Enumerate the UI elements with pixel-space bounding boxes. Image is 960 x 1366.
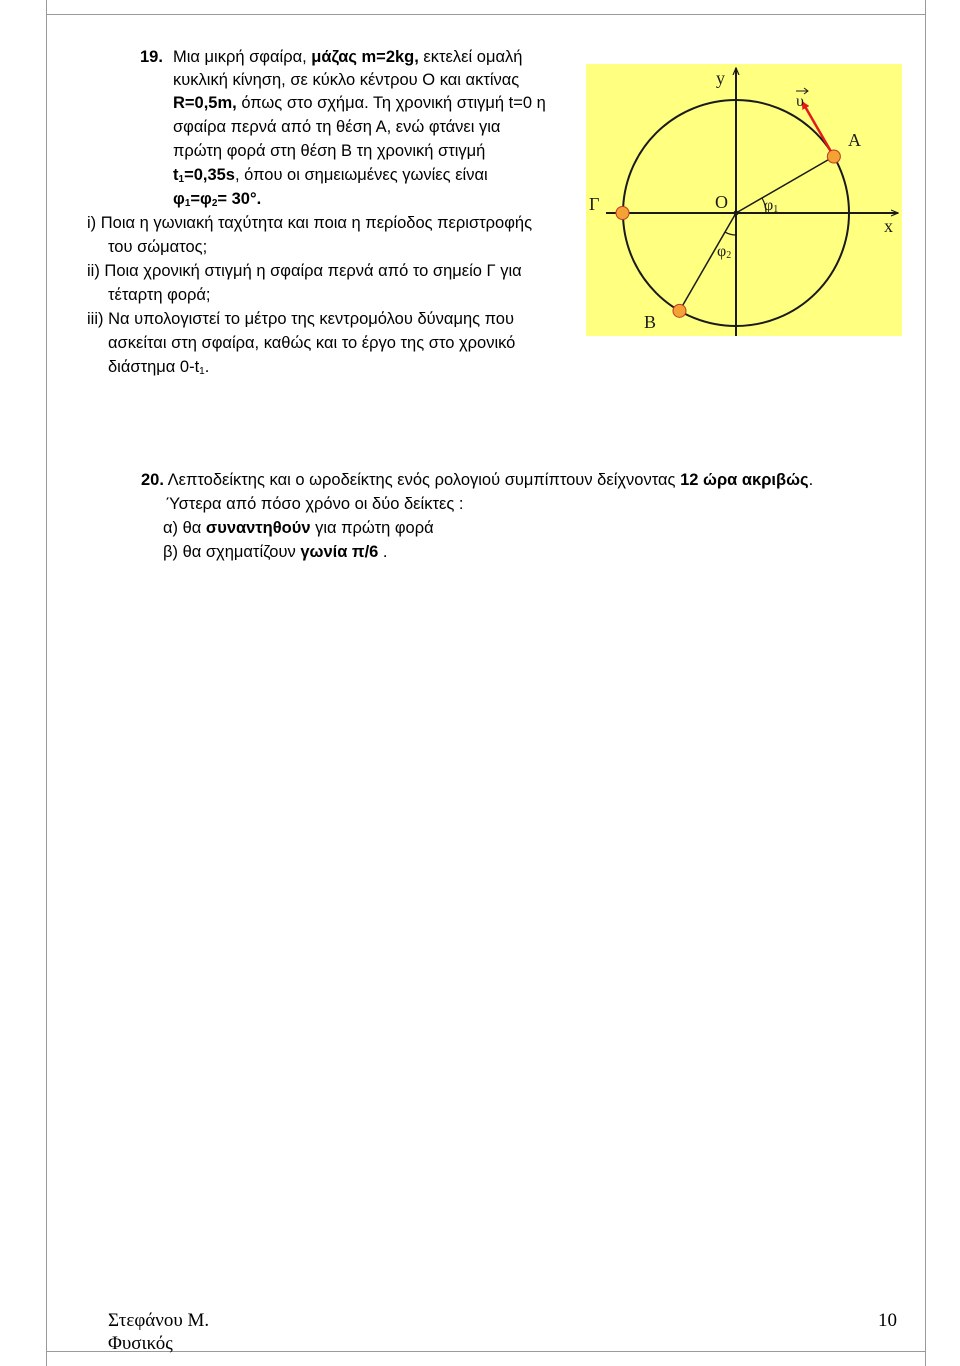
label-gamma: Γ	[589, 194, 600, 214]
problem-19-line-2: κυκλική κίνηση, σε κύκλο κέντρου Ο και ακτίνας	[173, 71, 520, 89]
question-iii-cont-2: διάστημα $0-t_1$.	[108, 358, 210, 377]
problem-20-line-2: Ύστερα από πόσο χρόνο οι δύο δείκτες :	[166, 495, 464, 513]
problem-20-part-a: α) θα συναντηθούν για πρώτη φορά	[163, 519, 434, 537]
problem-19-line-6: $t_1=0,35s$, όπου οι σημειωμένες γωνίες είναι	[173, 166, 488, 185]
problem-19-line-5: πρώτη φορά στη θέση Β τη χρονική στιγμή	[173, 142, 486, 160]
footer-author: Στεφάνου Μ.	[108, 1310, 210, 1331]
question-i: i) Ποια η γωνιακή ταχύτητα και ποια η περίοδος περιστροφής	[87, 214, 533, 232]
label-b: B	[644, 312, 657, 332]
label-x: x	[884, 216, 893, 236]
question-i-cont: του σώματος;	[108, 238, 208, 256]
label-a: A	[848, 130, 861, 150]
problem-19-number: 19.	[140, 48, 163, 66]
problem-20-line-1: 20. Λεπτοδείκτης και ο ωροδείκτης ενός ρολογιού συμπίπτουν δείχνοντας 12 ώρα ακριβώς.	[141, 471, 814, 489]
problem-19-line-4: σφαίρα περνά από τη θέση Α, ενώ φτάνει για	[173, 118, 501, 136]
problem-19-line-1: Μια μικρή σφαίρα, μάζας m=2kg, εκτελεί ομαλή	[173, 48, 523, 66]
question-ii-cont: τέταρτη φορά;	[108, 286, 211, 304]
label-o: O	[715, 192, 728, 212]
footer-role: Φυσικός	[108, 1333, 173, 1354]
problem-19-line-3: R=0,5m, όπως στο σχήμα. Τη χρονική στιγμή t=0 η	[173, 94, 546, 112]
ball-position-g	[616, 207, 629, 220]
footer-page-number: 10	[878, 1310, 897, 1331]
problem-20-part-b: β) θα σχηματίζουν γωνία π/6 .	[163, 543, 388, 561]
problem-19-line-7: $\varphi_1=\varphi_2= 30^\circ$.	[173, 190, 262, 209]
footer-rule	[47, 1351, 925, 1366]
circular-motion-figure	[586, 64, 902, 336]
figure-background	[586, 64, 902, 336]
question-iii-cont: ασκείται στη σφαίρα, καθώς και το έργο της στο χρονικό	[108, 334, 516, 352]
label-phi2: φ2	[717, 243, 732, 261]
label-y: y	[716, 68, 725, 88]
ball-position-a	[827, 150, 840, 163]
label-velocity: υ	[796, 93, 804, 110]
question-ii: ii) Ποια χρονική στιγμή η σφαίρα περνά από το σημείο Γ για	[87, 262, 522, 280]
label-phi1: φ1	[764, 197, 779, 215]
question-iii: iii) Να υπολογιστεί το μέτρο της κεντρομόλου δύναμης που	[87, 310, 515, 328]
center-point	[734, 211, 739, 216]
header-rule	[47, 0, 925, 15]
ball-position-b	[673, 304, 686, 317]
